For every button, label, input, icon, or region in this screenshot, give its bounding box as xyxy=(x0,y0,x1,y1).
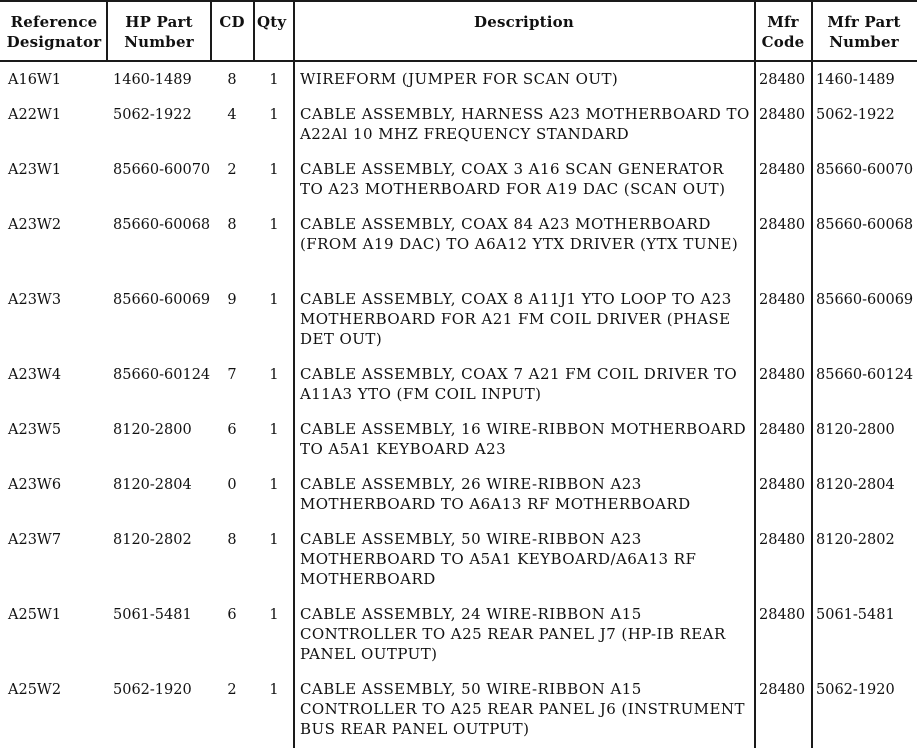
description: CABLE ASSEMBLY, 24 WIRE-RIBBON A15 CONTROLLER TO A25 REAR PANEL J7 (HP-IB REAR PANEL OUTPUT) xyxy=(300,605,726,663)
description: CABLE ASSEMBLY, HARNESS A23 MOTHERBOARD TO A22Al 10 MHZ FREQUENCY STANDARD xyxy=(300,105,750,143)
header-description: Description xyxy=(474,13,574,31)
mfr-code: 28480 xyxy=(759,532,806,548)
description: CABLE ASSEMBLY, 16 WIRE-RIBBON MOTHERBOARD TO A5A1 KEYBOARD A23 xyxy=(300,420,747,458)
column-divider xyxy=(106,0,108,60)
table-top-border xyxy=(0,0,917,2)
cd-value: 6 xyxy=(227,422,237,438)
header-mfr-code: Mfr Code xyxy=(761,13,805,51)
mfr-part-number: 8120-2804 xyxy=(816,477,895,493)
mfr-code: 28480 xyxy=(759,217,806,233)
qty-value: 1 xyxy=(269,532,279,548)
reference-designator: A23W2 xyxy=(8,217,62,233)
reference-designator: A23W6 xyxy=(8,477,62,493)
reference-designator: A25W2 xyxy=(8,682,62,698)
description: WIREFORM (JUMPER FOR SCAN OUT) xyxy=(300,70,619,88)
header-mfr-part-number: Mfr Part Number xyxy=(827,13,901,51)
reference-designator: A22W1 xyxy=(8,107,62,123)
mfr-part-number: 5061-5481 xyxy=(816,607,895,623)
qty-value: 1 xyxy=(269,292,279,308)
hp-part-number: 1460-1489 xyxy=(113,72,192,88)
header-hp-part-number: HP Part Number xyxy=(124,13,194,51)
description: CABLE ASSEMBLY, 50 WIRE-RIBBON A15 CONTROLLER TO A25 REAR PANEL J6 (INSTRUMENT BUS REAR PANEL OUTPUT) xyxy=(300,680,745,738)
cd-value: 7 xyxy=(227,367,237,383)
qty-value: 1 xyxy=(269,217,279,233)
cd-value: 2 xyxy=(227,162,237,178)
hp-part-number: 8120-2802 xyxy=(113,532,192,548)
cd-value: 2 xyxy=(227,682,237,698)
cd-value: 4 xyxy=(227,107,237,123)
mfr-part-number: 85660-60124 xyxy=(816,367,914,383)
column-divider xyxy=(210,0,212,60)
description: CABLE ASSEMBLY, COAX 8 A11J1 YTO LOOP TO A23 MOTHERBOARD FOR A21 FM COIL DRIVER (PHASE DET OUT) xyxy=(300,290,732,348)
hp-part-number: 5062-1922 xyxy=(113,107,192,123)
reference-designator: A23W7 xyxy=(8,532,62,548)
reference-designator: A23W3 xyxy=(8,292,62,308)
header-cd: CD xyxy=(219,13,245,31)
qty-value: 1 xyxy=(269,682,279,698)
qty-value: 1 xyxy=(269,422,279,438)
cd-value: 8 xyxy=(227,72,237,88)
qty-value: 1 xyxy=(269,72,279,88)
column-divider xyxy=(811,0,813,748)
cd-value: 6 xyxy=(227,607,237,623)
mfr-part-number: 8120-2800 xyxy=(816,422,895,438)
reference-designator: A25W1 xyxy=(8,607,62,623)
mfr-code: 28480 xyxy=(759,422,806,438)
hp-part-number: 85660-60124 xyxy=(113,367,211,383)
mfr-code: 28480 xyxy=(759,292,806,308)
mfr-part-number: 85660-60070 xyxy=(816,162,914,178)
qty-value: 1 xyxy=(269,107,279,123)
hp-part-number: 85660-60069 xyxy=(113,292,211,308)
header-divider xyxy=(0,60,917,62)
cd-value: 0 xyxy=(227,477,237,493)
mfr-code: 28480 xyxy=(759,682,806,698)
hp-part-number: 5061-5481 xyxy=(113,607,192,623)
mfr-code: 28480 xyxy=(759,107,806,123)
cd-value: 9 xyxy=(227,292,237,308)
mfr-code: 28480 xyxy=(759,72,806,88)
mfr-part-number: 5062-1922 xyxy=(816,107,895,123)
column-divider xyxy=(754,0,756,748)
mfr-part-number: 85660-60069 xyxy=(816,292,914,308)
mfr-code: 28480 xyxy=(759,367,806,383)
mfr-part-number: 1460-1489 xyxy=(816,72,895,88)
hp-part-number: 85660-60070 xyxy=(113,162,211,178)
qty-value: 1 xyxy=(269,607,279,623)
reference-designator: A23W5 xyxy=(8,422,62,438)
description: CABLE ASSEMBLY, COAX 84 A23 MOTHERBOARD (FROM A19 DAC) TO A6A12 YTX DRIVER (YTX TUNE) xyxy=(300,215,739,253)
description: CABLE ASSEMBLY, 50 WIRE-RIBBON A23 MOTHERBOARD TO A5A1 KEYBOARD/A6A13 RF MOTHERBOARD xyxy=(300,530,697,588)
mfr-part-number: 5062-1920 xyxy=(816,682,895,698)
mfr-code: 28480 xyxy=(759,162,806,178)
mfr-part-number: 85660-60068 xyxy=(816,217,914,233)
mfr-part-number: 8120-2802 xyxy=(816,532,895,548)
reference-designator: A23W4 xyxy=(8,367,62,383)
hp-part-number: 8120-2800 xyxy=(113,422,192,438)
column-divider xyxy=(293,0,295,748)
hp-part-number: 85660-60068 xyxy=(113,217,211,233)
description: CABLE ASSEMBLY, COAX 3 A16 SCAN GENERATOR TO A23 MOTHERBOARD FOR A19 DAC (SCAN OUT) xyxy=(300,160,726,198)
hp-part-number: 8120-2804 xyxy=(113,477,192,493)
reference-designator: A23W1 xyxy=(8,162,62,178)
mfr-code: 28480 xyxy=(759,477,806,493)
qty-value: 1 xyxy=(269,162,279,178)
description: CABLE ASSEMBLY, COAX 7 A21 FM COIL DRIVER TO A11A3 YTO (FM COIL INPUT) xyxy=(300,365,738,403)
qty-value: 1 xyxy=(269,477,279,493)
mfr-code: 28480 xyxy=(759,607,806,623)
hp-part-number: 5062-1920 xyxy=(113,682,192,698)
header-qty: Qty xyxy=(257,13,287,31)
header-reference-designator: Reference Designator xyxy=(6,13,102,51)
cd-value: 8 xyxy=(227,532,237,548)
cd-value: 8 xyxy=(227,217,237,233)
qty-value: 1 xyxy=(269,367,279,383)
description: CABLE ASSEMBLY, 26 WIRE-RIBBON A23 MOTHERBOARD TO A6A13 RF MOTHERBOARD xyxy=(300,475,691,513)
reference-designator: A16W1 xyxy=(8,72,62,88)
